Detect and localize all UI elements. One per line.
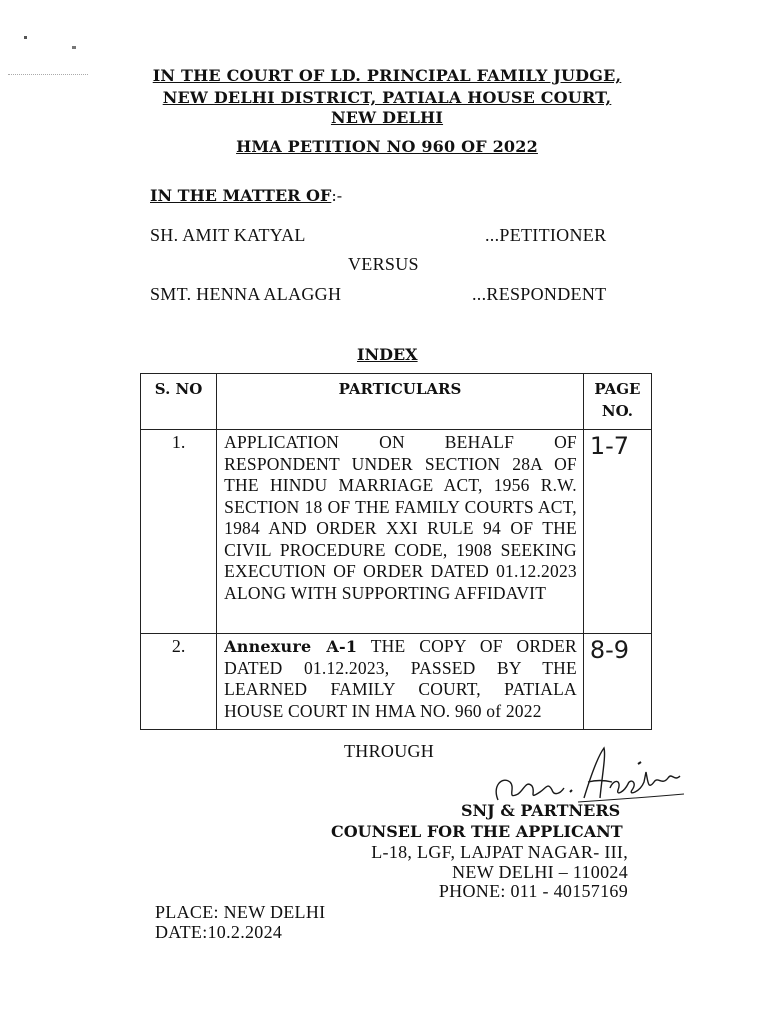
matter-heading (150, 186, 342, 205)
date-line: DATE:10.2.2024 (155, 922, 283, 942)
matter-suffix: :- (331, 186, 343, 205)
matter-title: IN THE MATTER OF (150, 186, 332, 205)
phone-line: PHONE: 011 - 40157169 (438, 881, 628, 901)
address-line1: L-18, LGF, LAJPAT NAGAR- III, (371, 842, 628, 862)
index-title: INDEX (357, 345, 418, 364)
header-particulars: PARTICULARS (217, 374, 584, 430)
header-page: PAGE NO. (583, 374, 651, 430)
row-particulars: APPLICATION ON BEHALF OF RESPONDENT UNDER SECTION 28A OF THE HINDU MARRIAGE ACT, 1956 R.W. SECTION 18 OF THE FAMILY COURTS ACT, 1984 AND ORDER XXI RULE 94 OF THE CIVIL PROCEDURE CODE, 1908 SEEKING EXECUTION OF ORDER DATED 01.12.2023 ALONG WITH SUPPORTING AFFIDAVIT (217, 430, 584, 634)
scan-mark (24, 36, 27, 39)
scan-mark (8, 74, 88, 76)
table-row (141, 430, 652, 634)
row-sno: 1. (141, 430, 217, 634)
row-particulars-text: THE COPY OF ORDER DATED 01.12.2023, PASSED BY THE LEARNED FAMILY COURT, PATIALA HOUSE COURT IN HMA NO. 960 of 2022 (224, 636, 577, 721)
address-line2: NEW DELHI – 110024 (452, 862, 628, 882)
row-page-cell (583, 634, 651, 730)
versus-label: VERSUS (348, 254, 419, 274)
court-heading-line2: NEW DELHI DISTRICT, PATIALA HOUSE COURT, (162, 88, 612, 107)
petitioner-name: SH. AMIT KATYAL (150, 225, 306, 245)
index-header-row (141, 374, 652, 430)
row-sno: 2. (141, 634, 217, 730)
court-heading-line1: IN THE COURT OF LD. PRINCIPAL FAMILY JUDGE, (152, 66, 622, 85)
through-label: THROUGH (344, 741, 435, 761)
row-bold-prefix: Annexure A-1 (224, 637, 358, 656)
firm-name: SNJ & PARTNERS (461, 801, 621, 820)
row-page-handwritten: 1-7 (589, 432, 630, 460)
header-sno: S. NO (141, 374, 217, 430)
petitioner-role: ...PETITIONER (485, 225, 607, 245)
counsel-role: COUNSEL FOR THE APPLICANT (331, 822, 623, 841)
respondent-role: ...RESPONDENT (472, 284, 607, 304)
row-page-cell (583, 430, 651, 634)
place-line: PLACE: NEW DELHI (155, 902, 326, 922)
index-table (140, 373, 652, 730)
petition-number: HMA PETITION NO 960 OF 2022 (236, 137, 538, 156)
court-heading-line3: NEW DELHI (330, 108, 444, 127)
row-page-handwritten: 8-9 (589, 636, 630, 664)
table-row (141, 634, 652, 730)
respondent-name: SMT. HENNA ALAGGH (150, 284, 342, 304)
scan-mark (72, 46, 76, 49)
row-particulars (217, 634, 584, 730)
